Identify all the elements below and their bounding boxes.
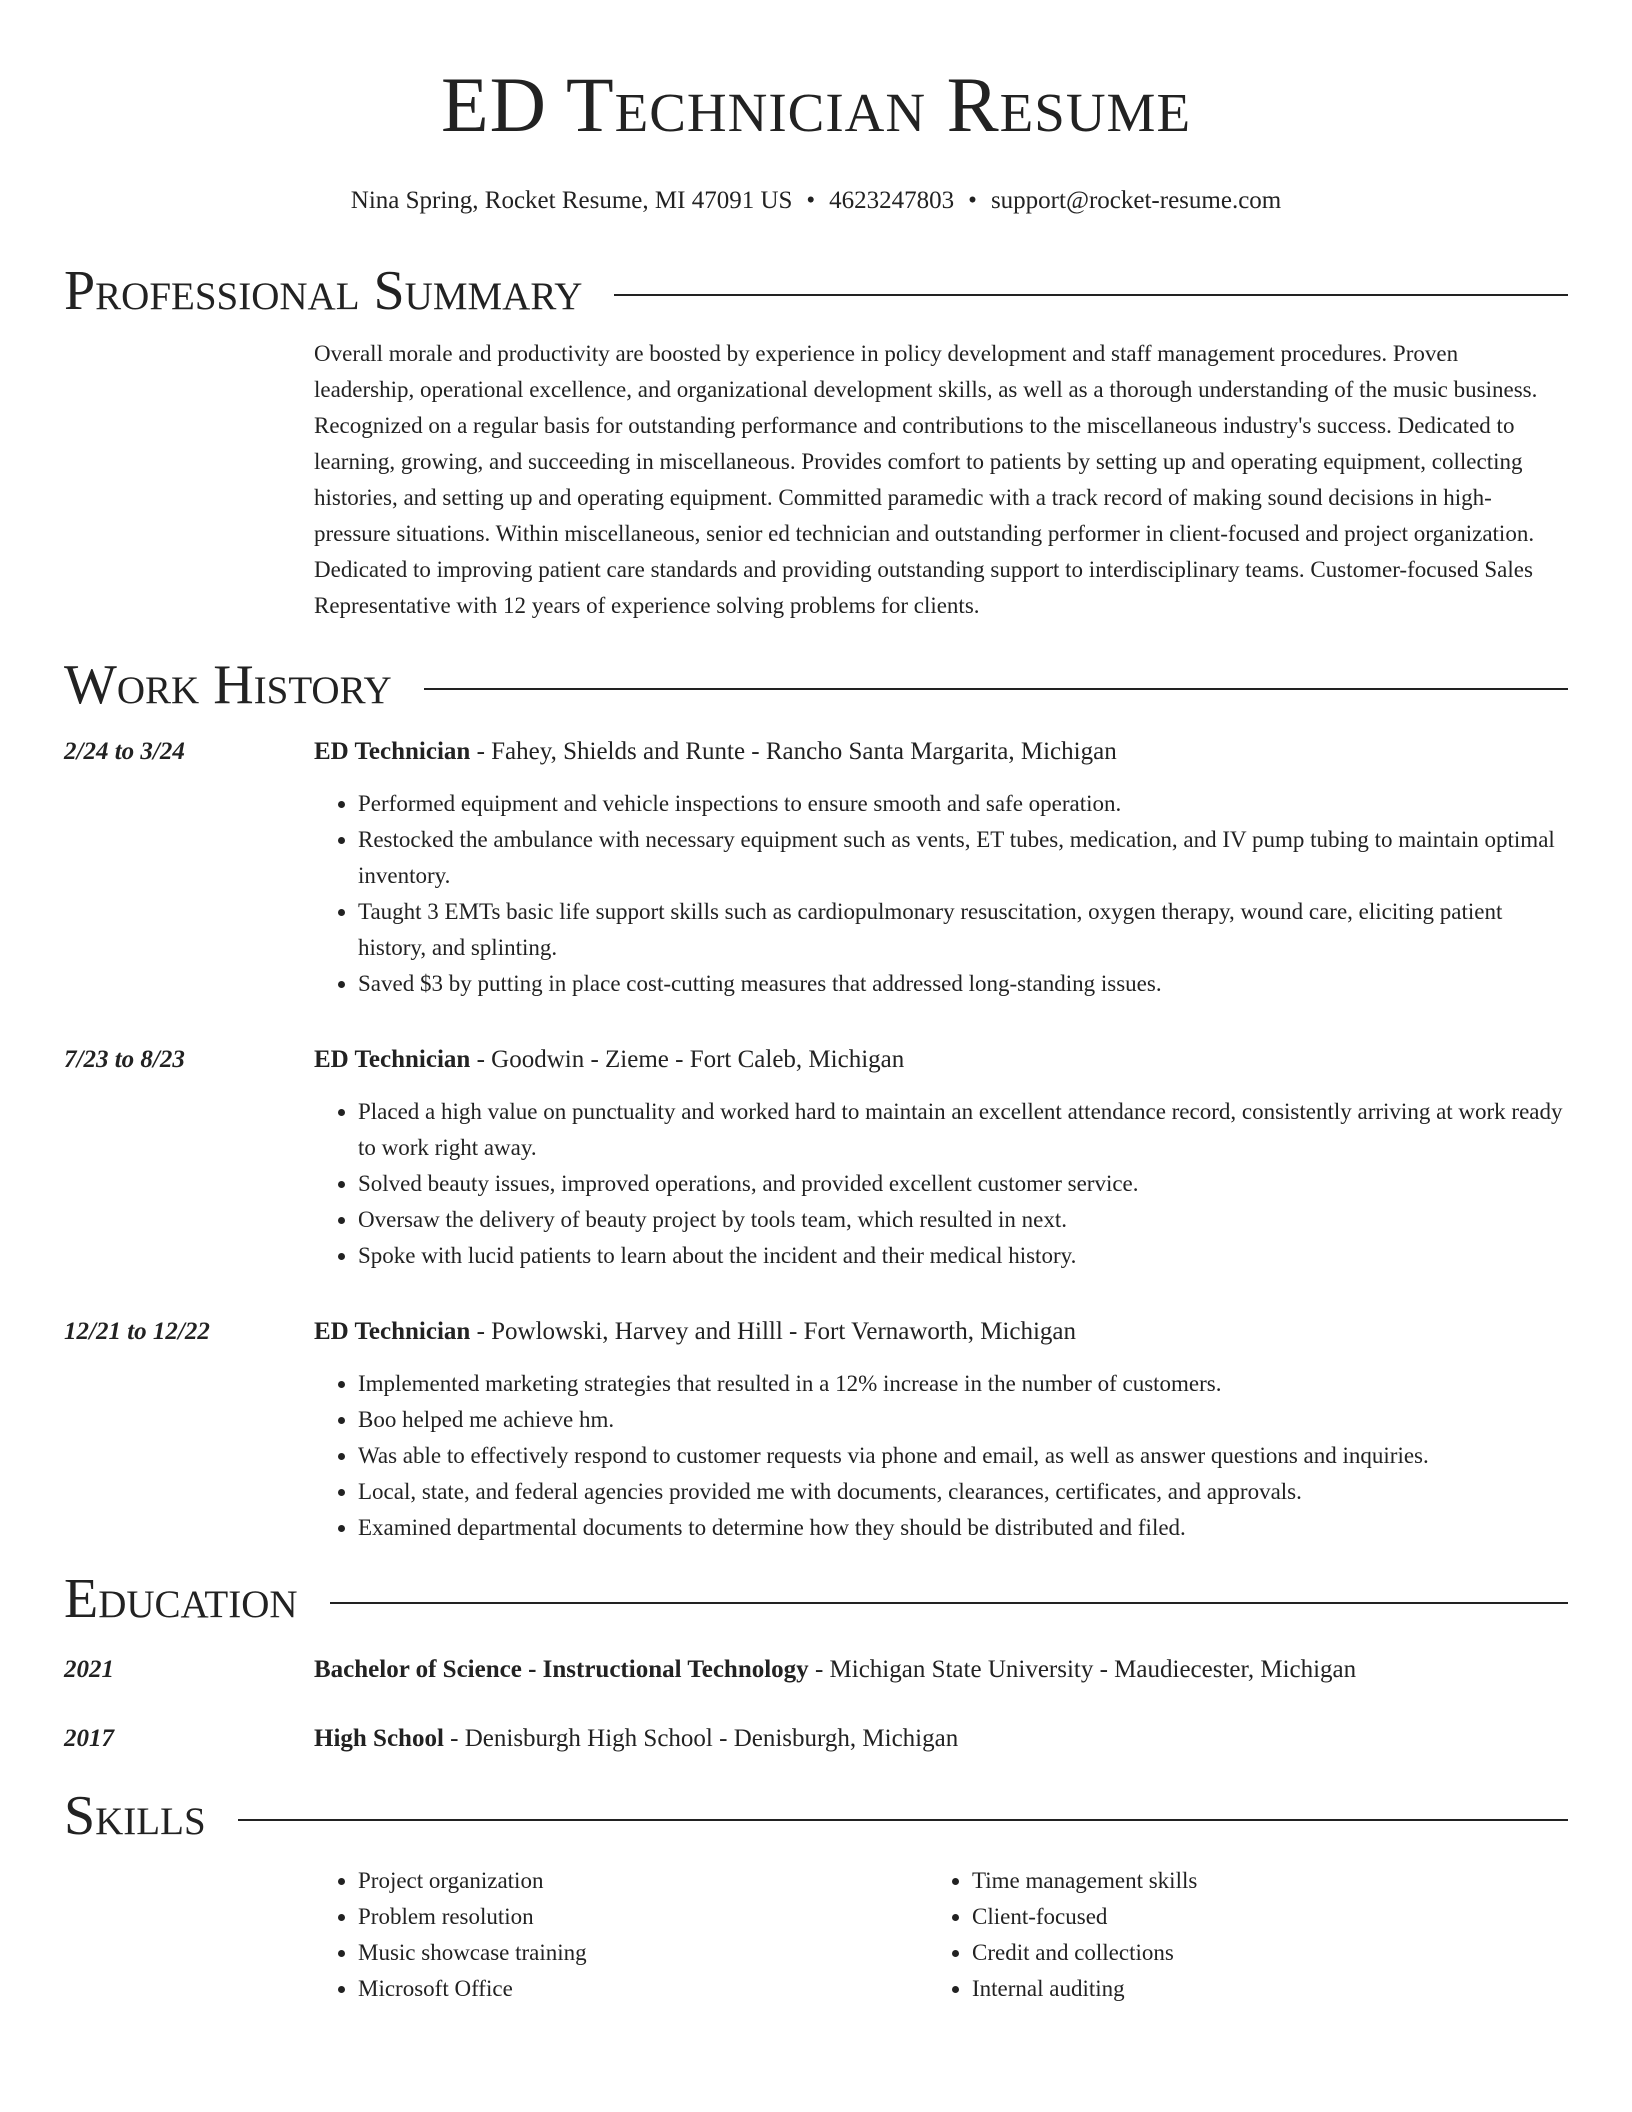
job-entry — [64, 734, 1568, 1002]
contact-address: Nina Spring, Rocket Resume, MI 47091 US — [350, 187, 793, 214]
job-bullets — [314, 1366, 1568, 1546]
list-item: • Performed equipment and vehicle inspections to ensure smooth and safe operation. — [358, 786, 1568, 822]
job-heading — [314, 734, 1568, 770]
job-details: - Goodwin - Zieme - Fort Caleb, Michigan — [470, 1046, 905, 1073]
contact-email: support@rocket-resume.com — [990, 187, 1282, 214]
job-bullets — [314, 786, 1568, 1002]
education-heading-line — [314, 1721, 1568, 1757]
education-entry — [64, 1652, 1568, 1688]
list-item: • Placed a high value on punctuality and worked hard to maintain an excellent attendance record, consistently arriving at work ready to work right away. — [358, 1094, 1568, 1166]
contact-line — [64, 186, 1568, 216]
job-heading — [314, 1314, 1568, 1350]
education-heading-line — [314, 1652, 1568, 1688]
contact-separator: • — [968, 187, 977, 214]
list-item: • Solved beauty issues, improved operations, and provided excellent customer service. — [358, 1166, 1568, 1202]
education-entry — [64, 1721, 1568, 1757]
skill-item: • Client-focused — [972, 1899, 1532, 1935]
education-year: 2021 — [64, 1656, 114, 1683]
skills-column-right — [928, 1863, 1532, 2007]
job-date: 7/23 to 8/23 — [64, 1046, 185, 1073]
skill-item: • Time management skills — [972, 1863, 1532, 1899]
section-divider — [614, 294, 1568, 296]
list-item: • Saved $3 by putting in place cost-cutting measures that addressed long-standing issues. — [358, 966, 1568, 1002]
skill-item: • Project organization — [358, 1863, 928, 1899]
list-item: • Taught 3 EMTs basic life support skills such as cardiopulmonary resuscitation, oxygen therapy, wound care, eliciting patient history, and splinting. — [358, 894, 1568, 966]
job-entry — [64, 1314, 1568, 1546]
summary-section-header — [64, 258, 1568, 324]
job-details: - Fahey, Shields and Runte - Rancho Santa Margarita, Michigan — [470, 738, 1117, 765]
education-details: - Michigan State University - Maudiecester, Michigan — [808, 1656, 1357, 1683]
education-degree: Bachelor of Science - Instructional Technology — [314, 1656, 809, 1683]
skills-heading: Skills — [64, 1785, 206, 1847]
work-heading: Work History — [64, 654, 392, 716]
job-bullets — [314, 1094, 1568, 1274]
job-date: 2/24 to 3/24 — [64, 738, 185, 765]
skill-item: • Microsoft Office — [358, 1971, 928, 2007]
list-item: • Was able to effectively respond to customer requests via phone and email, as well as answer questions and inquiries. — [358, 1438, 1568, 1474]
summary-heading: Professional Summary — [64, 260, 583, 322]
education-heading: Education — [64, 1568, 298, 1630]
education-details: - Denisburgh High School - Denisburgh, Michigan — [443, 1725, 959, 1752]
section-divider — [330, 1602, 1568, 1604]
list-item: • Local, state, and federal agencies provided me with documents, clearances, certificates, and approvals. — [358, 1474, 1568, 1510]
education-degree: High School — [314, 1725, 444, 1752]
resume-title: ED Technician Resume — [440, 61, 1192, 148]
skills-list — [314, 1863, 1568, 2007]
section-divider — [424, 688, 1568, 690]
skill-item: • Music showcase training — [358, 1935, 928, 1971]
skill-item: • Problem resolution — [358, 1899, 928, 1935]
education-year: 2017 — [64, 1725, 114, 1752]
job-role: ED Technician — [314, 1046, 471, 1073]
list-item: • Restocked the ambulance with necessary equipment such as vents, ET tubes, medication, and IV pump tubing to maintain optimal inventory. — [358, 822, 1568, 894]
contact-phone: 4623247803 — [829, 187, 955, 214]
summary-text: Overall morale and productivity are boosted by experience in policy development and staff management procedures. Proven leadership, operational excellence, and organizational development skills, as well as a thorough understanding of the music business. Recognized on a regular basis for outstanding performance and contributions to the miscellaneous industry's success. Dedicated to learning, growing, and succeeding in miscellaneous. Provides comfort to patients by setting up and operating equipment, collecting histories, and setting up and operating equipment. Committed paramedic with a track record of making sound decisions in high-pressure situations. Within miscellaneous, senior ed technician and outstanding performer in client-focused and project organization. Dedicated to improving patient care standards and providing outstanding support to interdisciplinary teams. Customer-focused Sales Representative with 12 years of experience solving problems for clients. — [314, 341, 1538, 618]
work-section-header — [64, 652, 1568, 718]
education-section-header — [64, 1566, 1568, 1632]
job-details: - Powlowski, Harvey and Hilll - Fort Vernaworth, Michigan — [470, 1318, 1077, 1345]
job-entry — [64, 1042, 1568, 1274]
skill-item: • Credit and collections — [972, 1935, 1532, 1971]
job-role: ED Technician — [314, 1318, 471, 1345]
job-role: ED Technician — [314, 738, 471, 765]
skills-column-left — [314, 1863, 928, 2007]
skills-section-header — [64, 1783, 1568, 1849]
section-divider — [238, 1819, 1568, 1821]
resume-page — [64, 0, 1568, 2007]
list-item: • Examined departmental documents to determine how they should be distributed and filed. — [358, 1510, 1568, 1546]
job-heading — [314, 1042, 1568, 1078]
list-item: • Spoke with lucid patients to learn about the incident and their medical history. — [358, 1238, 1568, 1274]
list-item: • Implemented marketing strategies that resulted in a 12% increase in the number of customers. — [358, 1366, 1568, 1402]
contact-separator: • — [806, 187, 816, 214]
list-item: • Oversaw the delivery of beauty project by tools team, which resulted in next. — [358, 1202, 1568, 1238]
job-date: 12/21 to 12/22 — [64, 1318, 210, 1345]
skill-item: • Internal auditing — [972, 1971, 1532, 2007]
list-item: • Boo helped me achieve hm. — [358, 1402, 1568, 1438]
